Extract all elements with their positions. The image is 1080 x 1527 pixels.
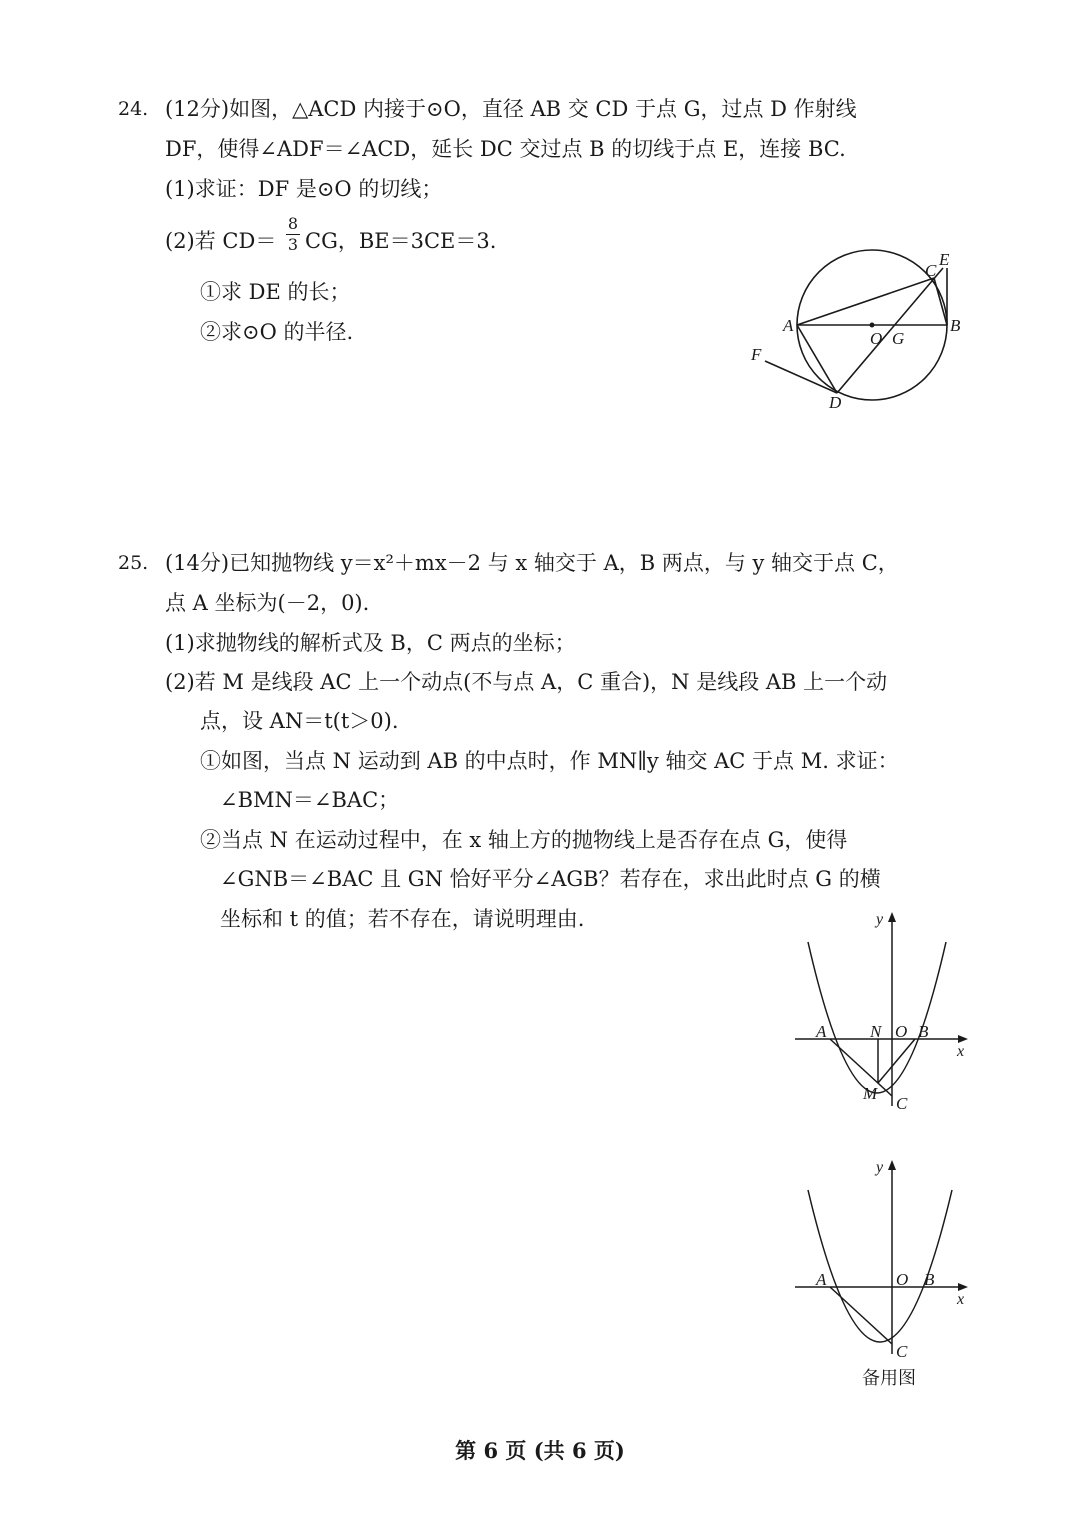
page-footer: 第 6 页 (共 6 页)	[455, 1438, 625, 1463]
q24-part-2-pre: (2)若 CD＝	[165, 229, 277, 253]
label-a: A	[783, 316, 794, 335]
q25-line-1: (14分)已知抛物线 y＝x²＋mx－2 与 x 轴交于 A，B 两点，与 y 轴交于点 C，	[165, 551, 899, 575]
q24-fraction	[286, 215, 300, 254]
q25-part-2-cont: 点，设 AN＝t(t＞0).	[200, 709, 399, 733]
segment-ac	[830, 1039, 892, 1096]
q24-part-2-post: CG，BE＝3CE＝3.	[305, 229, 497, 253]
q24-part-1: (1)求证：DF 是⊙O 的切线；	[165, 177, 443, 201]
label-a: A	[816, 1270, 827, 1289]
q25-part-2: (2)若 M 是线段 AC 上一个动点(不与点 A，C 重合)，N 是线段 AB 上一个动	[165, 670, 888, 694]
label-c: C	[896, 1342, 908, 1361]
q25-parabola-figure	[790, 906, 980, 1116]
chord-bc	[934, 278, 947, 325]
label-d: D	[829, 393, 842, 412]
label-o: O	[896, 1270, 909, 1289]
chord-ad	[797, 325, 837, 393]
parabola-curve	[808, 942, 946, 1093]
label-c: C	[896, 1094, 908, 1113]
label-n: N	[870, 1022, 882, 1041]
y-axis-arrow	[888, 1160, 896, 1170]
chord-ac	[797, 278, 934, 325]
label-c: C	[925, 261, 937, 280]
q25-number: 25.	[118, 552, 149, 574]
label-b: B	[924, 1270, 935, 1289]
x-axis-arrow	[958, 1283, 968, 1291]
q25-subpart-1: ①如图，当点 N 运动到 AB 的中点时，作 MN∥y 轴交 AC 于点 M. 求证：	[200, 749, 899, 773]
ray-df	[765, 361, 837, 393]
line-de	[837, 268, 943, 393]
fraction-denominator: 3	[287, 235, 299, 254]
fraction-numerator: 8	[287, 214, 299, 233]
parabola-curve	[808, 1190, 952, 1342]
label-m: M	[863, 1084, 878, 1103]
q25-subpart-2-cont-1: ∠GNB＝∠BAC 且 GN 恰好平分∠AGB？若存在，求出此时点 G 的横	[220, 867, 881, 891]
q25-part-1: (1)求抛物线的解析式及 B，C 两点的坐标；	[165, 631, 576, 655]
axis-label-y: y	[876, 1159, 884, 1176]
q25-subpart-2-cont-2: 坐标和 t 的值；若不存在，请说明理由.	[220, 907, 585, 931]
label-b: B	[918, 1022, 929, 1041]
q24-number: 24.	[118, 98, 149, 120]
label-o: O	[870, 329, 883, 348]
q24-circle-figure	[745, 248, 975, 418]
axis-label-x: x	[957, 1291, 965, 1308]
q24-line-2: DF，使得∠ADF＝∠ACD，延长 DC 交过点 B 的切线于点 E，连接 BC.	[165, 137, 846, 161]
q24-subpart-1: ①求 DE 的长；	[200, 280, 351, 304]
center-point-o	[870, 323, 875, 328]
label-f: F	[751, 345, 762, 364]
label-e: E	[939, 250, 950, 269]
label-a: A	[816, 1022, 827, 1041]
segment-ac	[830, 1287, 892, 1344]
label-o: O	[895, 1022, 908, 1041]
q24-line-1: (12分)如图，△ACD 内接于⊙O，直径 AB 交 CD 于点 G，过点 D 作射线	[165, 97, 857, 121]
y-axis-arrow	[888, 912, 896, 922]
q25-spare-figure	[790, 1154, 980, 1364]
q25-subpart-1-cont: ∠BMN＝∠BAC；	[220, 788, 400, 812]
q25-line-2: 点 A 坐标为(－2，0).	[165, 591, 370, 615]
q24-subpart-2: ②求⊙O 的半径.	[200, 320, 354, 344]
label-b: B	[950, 316, 961, 335]
q25-subpart-2: ②当点 N 在运动过程中，在 x 轴上方的抛物线上是否存在点 G，使得	[200, 828, 848, 852]
x-axis-arrow	[958, 1035, 968, 1043]
axis-label-x: x	[957, 1043, 965, 1060]
label-g: G	[892, 329, 905, 348]
axis-label-y: y	[876, 911, 884, 928]
spare-figure-caption: 备用图	[862, 1368, 916, 1389]
